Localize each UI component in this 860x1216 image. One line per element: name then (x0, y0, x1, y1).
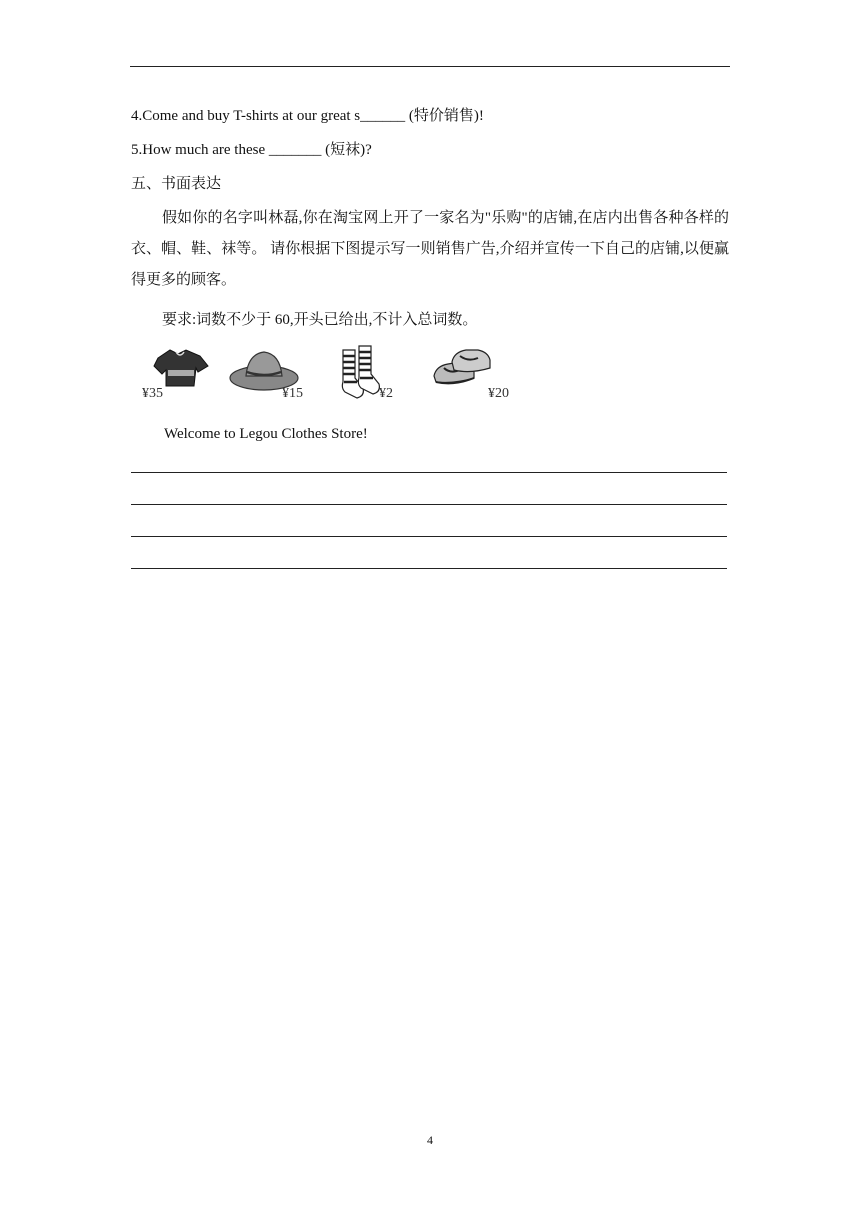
writing-prompt: 假如你的名字叫林磊,你在淘宝网上开了一家名为"乐购"的店铺,在店内出售各种各样的衣、帽、鞋、袜等。 请你根据下图提示写一则销售广告,介绍并宣传一下自己的店铺,以便赢得更多的顾客。 (131, 210, 729, 288)
price-label: ¥35 (142, 386, 163, 401)
tshirt-item (138, 342, 218, 408)
question-4: 4.Come and buy T-shirts at our great s______ (特价销售)! (131, 108, 484, 124)
writing-requirement: 要求:词数不少于 60,开头已给出,不计入总词数。 (162, 312, 478, 328)
question-5: 5.How much are these _______ (短袜)? (131, 142, 372, 158)
answer-line[interactable] (131, 504, 727, 505)
shoes-item (430, 342, 530, 408)
price-label: ¥2 (379, 386, 393, 401)
product-images (138, 342, 538, 408)
socks-item (333, 342, 413, 408)
price-label: ¥20 (488, 386, 509, 401)
section-title: 五、书面表达 (131, 176, 222, 192)
answer-line[interactable] (131, 472, 727, 473)
answer-line[interactable] (131, 568, 727, 569)
hat-item (228, 342, 318, 408)
header-rule (130, 66, 730, 67)
answer-line[interactable] (131, 536, 727, 537)
essay-opening: Welcome to Legou Clothes Store! (164, 426, 368, 442)
price-label: ¥15 (282, 386, 303, 401)
shoes-icon (430, 346, 494, 392)
tshirt-icon (150, 344, 212, 392)
page-number: 4 (427, 1133, 433, 1147)
socks-icon (335, 344, 385, 404)
